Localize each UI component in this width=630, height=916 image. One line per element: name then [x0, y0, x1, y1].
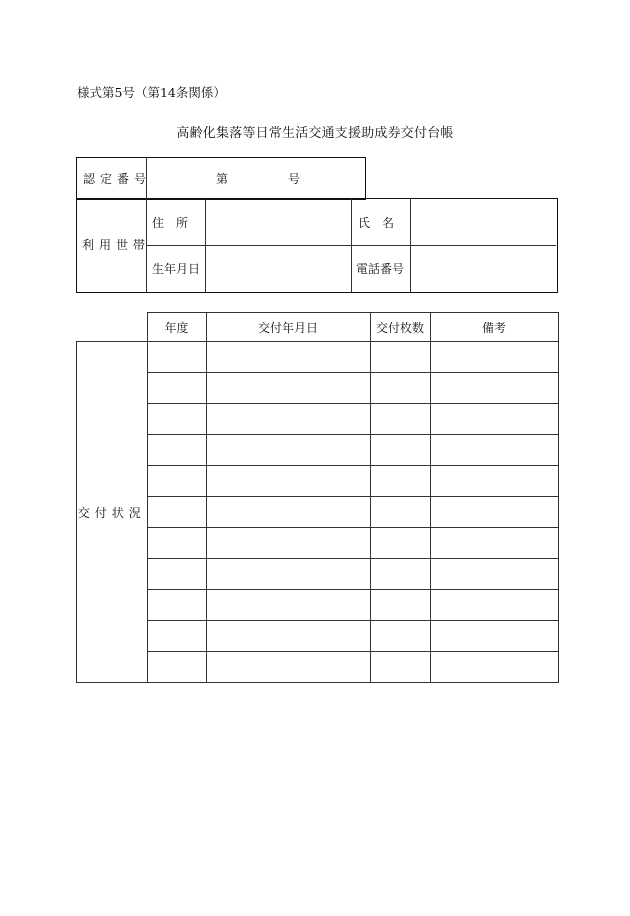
issue-date-cell[interactable] — [206, 466, 370, 497]
issue-count-cell[interactable] — [370, 559, 430, 590]
phone-label: 電話番号 — [356, 262, 405, 276]
issue-count-cell[interactable] — [370, 466, 430, 497]
issue-count-cell[interactable] — [370, 373, 430, 404]
issuance-row — [77, 621, 559, 652]
issuance-row — [77, 652, 559, 683]
remarks-cell[interactable] — [430, 373, 558, 404]
remarks-cell[interactable] — [430, 652, 558, 683]
issue-count-cell[interactable] — [370, 621, 430, 652]
issue-count-cell[interactable] — [370, 590, 430, 621]
issuance-row — [77, 435, 559, 466]
issue-date-cell[interactable] — [206, 590, 370, 621]
year-cell[interactable] — [147, 342, 206, 373]
issue-date-cell[interactable] — [206, 621, 370, 652]
household-label: 利用世帯 — [82, 238, 151, 252]
remarks-cell[interactable] — [430, 621, 558, 652]
year-cell[interactable] — [147, 466, 206, 497]
remarks-cell[interactable] — [430, 404, 558, 435]
issuance-header-row — [77, 313, 559, 342]
header-remarks: 備考 — [430, 313, 558, 342]
header-issue-count: 交付枚数 — [370, 313, 430, 342]
year-cell[interactable] — [147, 559, 206, 590]
birthdate-label: 生年月日 — [152, 262, 201, 276]
remarks-cell[interactable] — [430, 435, 558, 466]
certification-go: 号 — [288, 172, 301, 186]
address-label: 住 所 — [152, 216, 189, 230]
issue-count-cell[interactable] — [370, 528, 430, 559]
header-issue-date: 交付年月日 — [206, 313, 370, 342]
year-cell[interactable] — [147, 652, 206, 683]
remarks-cell[interactable] — [430, 559, 558, 590]
remarks-cell[interactable] — [430, 466, 558, 497]
issue-date-cell[interactable] — [206, 373, 370, 404]
issuance-row — [77, 590, 559, 621]
issuance-section-label: 交付状況 — [77, 342, 148, 683]
issue-count-cell[interactable] — [370, 497, 430, 528]
year-cell[interactable] — [147, 528, 206, 559]
issue-count-cell[interactable] — [370, 342, 430, 373]
certification-label: 認定番号 — [83, 172, 152, 186]
issue-date-cell[interactable] — [206, 528, 370, 559]
blank-corner — [77, 313, 148, 342]
year-cell[interactable] — [147, 373, 206, 404]
document-title: 高齢化集落等日常生活交通支援助成券交付台帳 — [176, 126, 454, 141]
year-cell[interactable] — [147, 435, 206, 466]
year-cell[interactable] — [147, 497, 206, 528]
issue-count-cell[interactable] — [370, 435, 430, 466]
year-cell[interactable] — [147, 404, 206, 435]
remarks-cell[interactable] — [430, 528, 558, 559]
issue-date-cell[interactable] — [206, 435, 370, 466]
issue-date-cell[interactable] — [206, 559, 370, 590]
issuance-table — [76, 312, 559, 683]
remarks-cell[interactable] — [430, 590, 558, 621]
issuance-row — [77, 528, 559, 559]
issue-date-cell[interactable] — [206, 404, 370, 435]
year-cell[interactable] — [147, 621, 206, 652]
issue-date-cell[interactable] — [206, 342, 370, 373]
household-row-divider — [147, 245, 556, 246]
certification-dai: 第 — [216, 172, 229, 186]
issue-count-cell[interactable] — [370, 404, 430, 435]
remarks-cell[interactable] — [430, 342, 558, 373]
form-number: 様式第5号（第14条関係） — [77, 85, 226, 100]
issuance-row — [77, 373, 559, 404]
issue-date-cell[interactable] — [206, 652, 370, 683]
issuance-row — [77, 559, 559, 590]
name-label: 氏 名 — [358, 216, 395, 230]
year-cell[interactable] — [147, 590, 206, 621]
remarks-cell[interactable] — [430, 497, 558, 528]
header-year: 年度 — [147, 313, 206, 342]
issue-date-cell[interactable] — [206, 497, 370, 528]
issuance-row — [77, 404, 559, 435]
issuance-row — [77, 342, 559, 373]
issue-count-cell[interactable] — [370, 652, 430, 683]
issuance-row — [77, 466, 559, 497]
issuance-row — [77, 497, 559, 528]
